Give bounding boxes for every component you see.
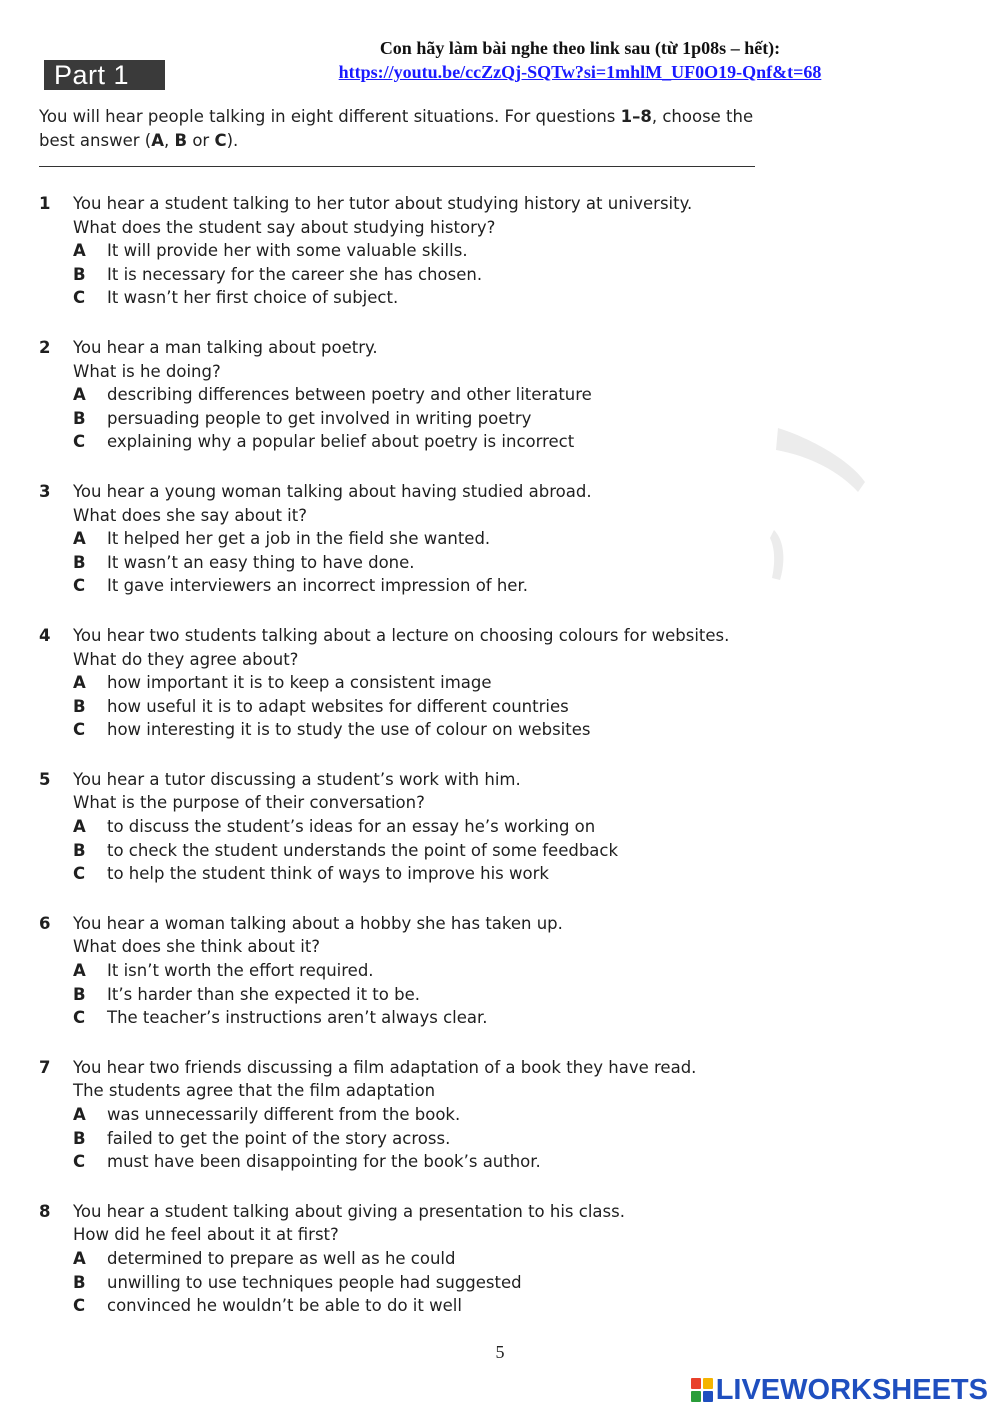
page-number: 5 xyxy=(495,1342,505,1362)
option-letter: A xyxy=(73,673,86,693)
option-text: It will provide her with some valuable skills. xyxy=(107,241,468,261)
listening-instruction-note xyxy=(200,36,960,84)
option-text: The teacher’s instructions aren’t always clear. xyxy=(107,1008,488,1028)
question-number: 1 xyxy=(39,194,51,213)
option-letter: A xyxy=(73,817,86,837)
question-prompt: How did he feel about it at first? xyxy=(73,1225,339,1245)
answer-option-c[interactable] xyxy=(73,1006,779,1030)
option-text: It isn’t worth the effort required. xyxy=(107,961,374,981)
question-number: 4 xyxy=(39,625,51,645)
option-letter: C xyxy=(73,1296,86,1316)
answer-option-a[interactable] xyxy=(73,527,779,551)
option-text: It’s harder than she expected it to be. xyxy=(107,984,420,1004)
watermark-swash xyxy=(770,420,870,590)
task-instructions: You will hear people talking in eight different situations. For questions 1–8, choose the best answer (A, B or C). xyxy=(39,107,754,150)
question-prompt: What does she think about it? xyxy=(73,937,321,957)
option-letter: C xyxy=(73,1008,86,1028)
answer-option-a[interactable] xyxy=(73,815,779,839)
option-letter: C xyxy=(73,576,86,596)
answer-option-c[interactable] xyxy=(73,1294,779,1318)
question-item xyxy=(39,480,779,598)
option-text: determined to prepare as well as he could xyxy=(107,1248,456,1268)
option-letter: C xyxy=(73,432,86,452)
question-prompt: What does the student say about studying history? xyxy=(73,217,496,237)
answer-option-b[interactable] xyxy=(73,1127,779,1151)
option-text: explaining why a popular belief about poetry is incorrect xyxy=(107,432,575,452)
question-prompt: What is he doing? xyxy=(73,361,221,381)
question-number: 8 xyxy=(39,1201,51,1221)
question-item xyxy=(39,912,779,1030)
question-item xyxy=(39,624,779,742)
question-number: 5 xyxy=(39,769,51,789)
question-context: You hear a young woman talking about having studied abroad. xyxy=(73,481,592,501)
option-letter: A xyxy=(73,241,86,261)
question-prompt: What is the purpose of their conversation? xyxy=(73,793,425,813)
option-letter: A xyxy=(73,529,86,549)
question-prompt: What do they agree about? xyxy=(73,649,299,669)
option-letter: B xyxy=(73,408,86,428)
option-letter: A xyxy=(73,961,86,981)
answer-option-a[interactable] xyxy=(73,1247,779,1271)
question-context: You hear a student talking about giving a presentation to his class. xyxy=(73,1201,625,1221)
question-item xyxy=(39,768,779,886)
answer-option-b[interactable] xyxy=(73,695,779,719)
part-label: Part 1 xyxy=(44,60,165,90)
answer-option-a[interactable] xyxy=(73,959,779,983)
answer-option-b[interactable] xyxy=(73,1271,779,1295)
question-item xyxy=(39,336,779,454)
liveworksheets-logo-icon xyxy=(691,1378,713,1402)
option-letter: B xyxy=(73,840,86,860)
option-text: to help the student think of ways to improve his work xyxy=(107,864,549,884)
option-text: how interesting it is to study the use of colour on websites xyxy=(107,720,591,740)
option-text: was unnecessarily different from the book. xyxy=(107,1105,461,1124)
question-item xyxy=(39,1200,779,1318)
question-item xyxy=(39,192,779,310)
option-letter: B xyxy=(73,984,86,1004)
question-context: You hear a man talking about poetry. xyxy=(73,337,378,357)
answer-option-b[interactable] xyxy=(73,839,779,863)
answer-option-c[interactable] xyxy=(73,430,779,454)
option-text: It wasn’t an easy thing to have done. xyxy=(107,552,415,572)
option-letter: C xyxy=(73,864,86,884)
question-context: You hear a tutor discussing a student’s work with him. xyxy=(73,769,521,789)
question-context: You hear two students talking about a lecture on choosing colours for websites. xyxy=(73,625,730,645)
option-text: how important it is to keep a consistent image xyxy=(107,673,492,693)
answer-option-a[interactable] xyxy=(73,671,779,695)
option-text: unwilling to use techniques people had suggested xyxy=(107,1272,522,1292)
answer-option-c[interactable] xyxy=(73,862,779,886)
question-prompt: The students agree that the film adaptation xyxy=(73,1081,436,1101)
answer-option-c[interactable] xyxy=(73,718,779,742)
liveworksheets-brand xyxy=(691,1374,988,1406)
question-list xyxy=(39,192,779,1344)
question-number: 2 xyxy=(39,337,51,357)
answer-option-a[interactable] xyxy=(73,383,779,407)
question-number: 6 xyxy=(39,913,51,933)
option-text: It wasn’t her first choice of subject. xyxy=(107,288,399,308)
question-prompt: What does she say about it? xyxy=(73,505,307,525)
option-text: to check the student understands the point of some feedback xyxy=(107,840,619,860)
option-letter: C xyxy=(73,1152,86,1172)
option-text: It gave interviewers an incorrect impression of her. xyxy=(107,576,528,596)
answer-option-c[interactable] xyxy=(73,574,779,598)
question-context: You hear a student talking to her tutor about studying history at university. xyxy=(73,194,693,213)
option-letter: B xyxy=(73,1272,86,1292)
question-item xyxy=(39,1056,779,1174)
option-text: failed to get the point of the story across. xyxy=(107,1128,451,1148)
question-number: 7 xyxy=(39,1057,51,1077)
answer-option-b[interactable] xyxy=(73,551,779,575)
answer-option-b[interactable] xyxy=(73,407,779,431)
option-text: It is necessary for the career she has chosen. xyxy=(107,264,483,284)
option-letter: B xyxy=(73,1128,86,1148)
answer-option-c[interactable] xyxy=(73,286,779,310)
option-text: It helped her get a job in the field she wanted. xyxy=(107,529,491,549)
option-letter: C xyxy=(73,288,86,308)
option-letter: A xyxy=(73,1105,86,1124)
option-text: persuading people to get involved in writing poetry xyxy=(107,408,532,428)
answer-option-b[interactable] xyxy=(73,263,779,287)
option-text: to discuss the student’s ideas for an essay he’s working on xyxy=(107,817,596,837)
option-letter: B xyxy=(73,552,86,572)
question-context: You hear two friends discussing a film adaptation of a book they have read. xyxy=(73,1057,697,1077)
question-context: You hear a woman talking about a hobby she has taken up. xyxy=(73,913,563,933)
option-text: describing differences between poetry and other literature xyxy=(107,385,592,405)
youtube-link[interactable]: https://youtu.be/ccZzQj-SQTw?si=1mhlM_UF0O19-Qnf&t=68 xyxy=(338,62,822,82)
section-divider xyxy=(39,166,755,167)
option-letter: A xyxy=(73,385,86,405)
option-text: how useful it is to adapt websites for different countries xyxy=(107,696,569,716)
note-text: Con hãy làm bài nghe theo link sau (từ 1p08s – hết): xyxy=(379,38,781,58)
option-text: convinced he wouldn’t be able to do it well xyxy=(107,1296,462,1316)
answer-option-c[interactable] xyxy=(73,1150,779,1174)
answer-option-a[interactable] xyxy=(73,239,779,263)
option-letter: B xyxy=(73,696,86,716)
option-letter: A xyxy=(73,1248,86,1268)
option-letter: C xyxy=(73,720,86,740)
option-letter: B xyxy=(73,264,86,284)
answer-option-b[interactable] xyxy=(73,983,779,1007)
brand-name: LIVEWORKSHEETS xyxy=(715,1373,988,1406)
question-number: 3 xyxy=(39,481,51,501)
answer-option-a[interactable] xyxy=(73,1103,779,1127)
option-text: must have been disappointing for the book’s author. xyxy=(107,1152,541,1172)
